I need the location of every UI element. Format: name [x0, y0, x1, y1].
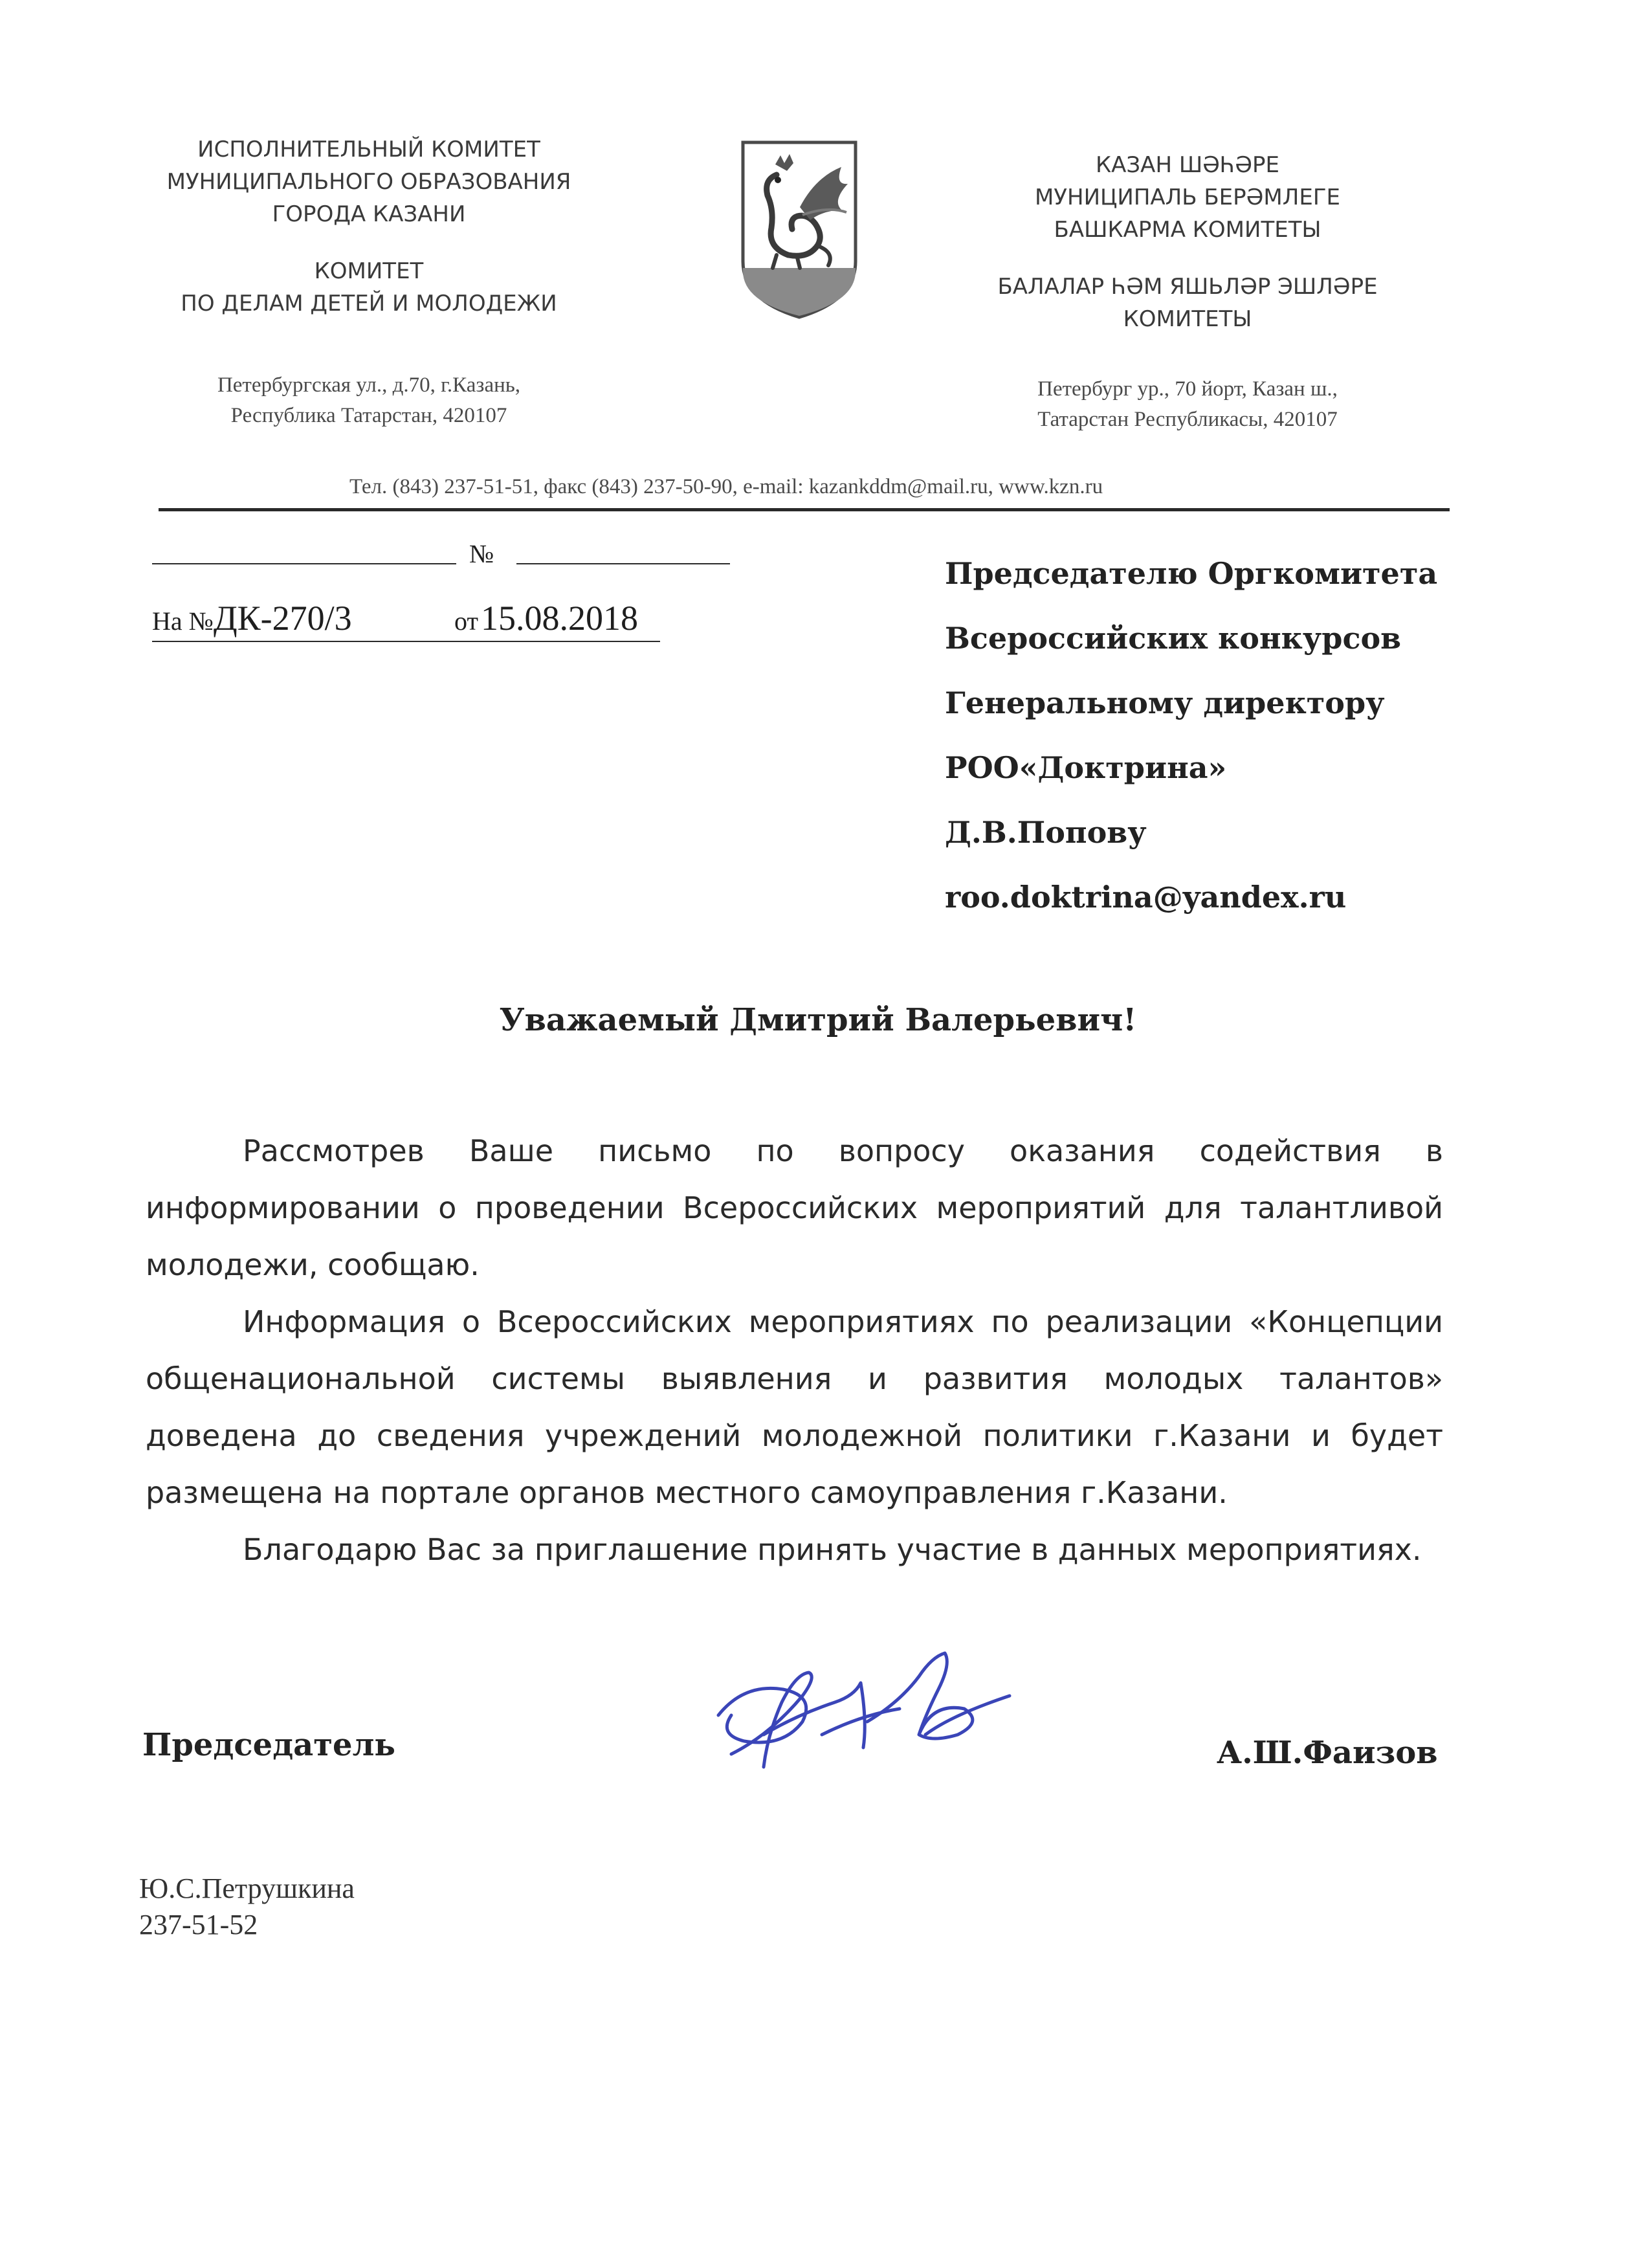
- reference-line: [152, 598, 352, 638]
- executor-block: [139, 1871, 355, 1943]
- body-line: Информация о Всероссийских мероприятиях по реализации «Концепции: [243, 1304, 1443, 1339]
- outgoing-number-sign: №: [469, 539, 494, 568]
- recipient-line: Председателю Оргкомитета: [945, 556, 1438, 591]
- executor-phone: 237-51-52: [139, 1909, 258, 1940]
- committee-line: ПО ДЕЛАМ ДЕТЕЙ И МОЛОДЕЖИ: [181, 291, 557, 317]
- body-line: информировании о проведении Всероссийских мероприятий для талантливой: [146, 1190, 1443, 1225]
- org-name-line: ИСПОЛНИТЕЛЬНЫЙ КОМИТЕТ: [197, 137, 540, 162]
- handwritten-signature-icon: [705, 1638, 1042, 1793]
- address-line: Татарстан Республикасы, 420107: [1037, 408, 1338, 431]
- outgoing-date-blank: [152, 563, 456, 564]
- org-name-line: КАЗАН ШӘҺӘРЕ: [1095, 152, 1279, 178]
- org-name-line: БАШКАРМА КОМИТЕТЫ: [1054, 217, 1321, 243]
- org-name-line: МУНИЦИПАЛЬ БЕРӘМЛЕГЕ: [1034, 184, 1341, 210]
- letter-body: [146, 1122, 1443, 1578]
- salutation: Уважаемый Дмитрий Валерьевич!: [499, 1002, 1137, 1038]
- committee-line: КОМИТЕТ: [314, 258, 424, 284]
- header-divider: [159, 508, 1450, 511]
- recipient-line: Генеральному директору: [945, 685, 1385, 720]
- body-line: доведена до сведения учреждений молодежной политики г.Казани и будет: [146, 1418, 1443, 1453]
- address-line: Петербург ур., 70 йорт, Казан ш.,: [1037, 377, 1338, 401]
- coat-of-arms-icon: [738, 139, 861, 320]
- reference-underline: [152, 641, 660, 642]
- committee-line: БАЛАЛАР ҺӘМ ЯШЬЛӘР ЭШЛӘРЕ: [997, 274, 1378, 300]
- header-left: [129, 133, 608, 320]
- outgoing-number-blank: [516, 563, 730, 564]
- header-right-address: [935, 374, 1440, 435]
- address-line: Петербургская ул., д.70, г.Казань,: [217, 373, 521, 397]
- reference-prefix: На №: [152, 606, 214, 636]
- org-name-line: ГОРОДА КАЗАНИ: [272, 201, 466, 227]
- body-line: размещена на портале органов местного самоуправления г.Казани.: [146, 1475, 1228, 1510]
- body-line: молодежи, сообщаю.: [146, 1247, 480, 1282]
- recipient-line: Д.В.Попову: [945, 815, 1147, 850]
- reference-date-block: [454, 598, 638, 638]
- body-line: Благодарю Вас за приглашение принять участие в данных мероприятиях.: [243, 1532, 1422, 1567]
- org-name-line: МУНИЦИПАЛЬНОГО ОБРАЗОВАНИЯ: [166, 169, 571, 195]
- reference-date-prefix: от: [454, 606, 478, 636]
- executor-name: Ю.С.Петрушкина: [139, 1873, 355, 1904]
- body-line: общенациональной системы выявления и развития молодых талантов»: [146, 1361, 1443, 1396]
- header-right: [935, 149, 1440, 335]
- signatory-name: А.Ш.Фаизов: [1217, 1735, 1438, 1771]
- committee-line: КОМИТЕТЫ: [1123, 306, 1252, 332]
- recipient-email: roo.doktrina@yandex.ru: [945, 880, 1347, 915]
- signatory-title: Председатель: [142, 1727, 395, 1763]
- recipient-block: [945, 541, 1437, 929]
- contact-info: Тел. (843) 237-51-51, факс (843) 237-50-90, e-mail: kazankddm@mail.ru, www.kzn.ru: [349, 475, 1103, 498]
- recipient-line: РОО«Доктрина»: [945, 750, 1227, 785]
- body-line: Рассмотрев Ваше письмо по вопросу оказания содействия в: [243, 1133, 1443, 1168]
- address-line: Республика Татарстан, 420107: [230, 404, 507, 427]
- reference-number: ДК-270/3: [213, 599, 352, 638]
- reference-date: 15.08.2018: [480, 599, 638, 638]
- recipient-line: Всероссийских конкурсов: [945, 621, 1402, 656]
- header-left-address: [129, 370, 608, 431]
